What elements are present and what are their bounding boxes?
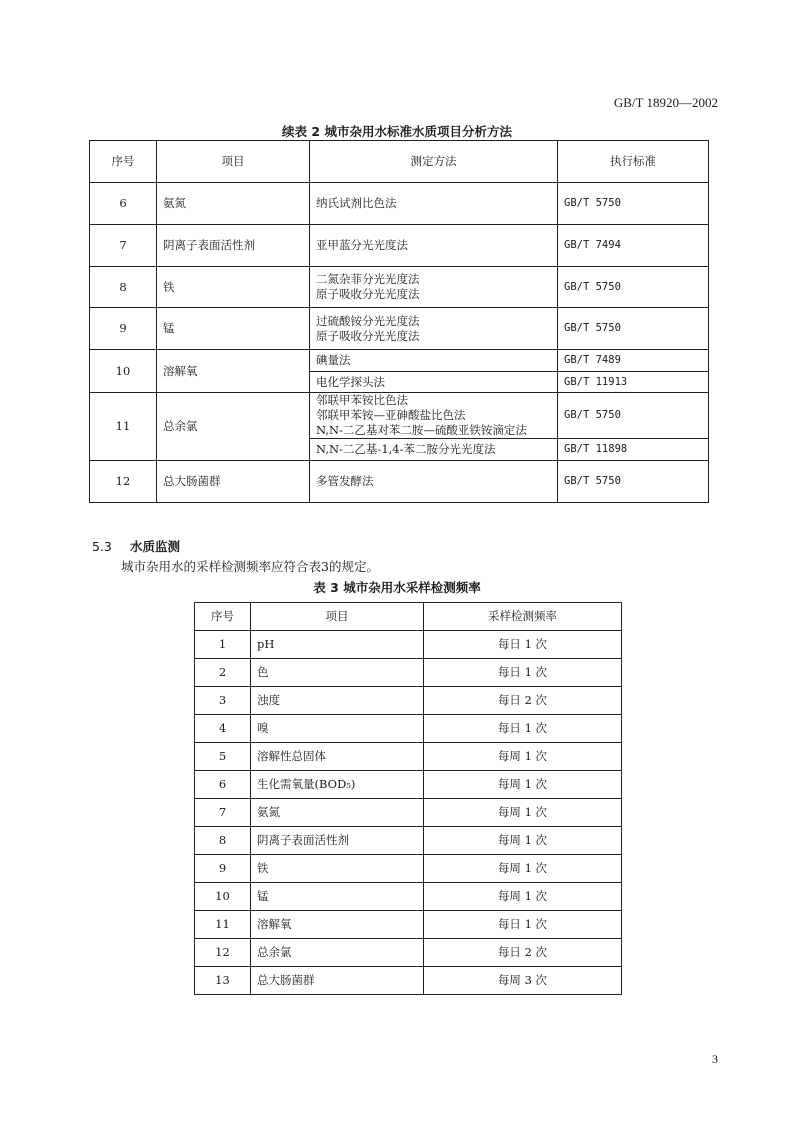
standard-cell: GB/T 11898 (558, 439, 709, 461)
column-header: 采样检测频率 (424, 603, 622, 631)
method-cell: 电化学探头法 (310, 372, 558, 393)
table2-caption: 续表 2 城市杂用水标准水质项目分析方法 (282, 124, 512, 139)
item-name: 阴离子表面活性剂 (157, 225, 310, 267)
table-row (195, 659, 622, 687)
section-paragraph: 城市杂用水的采样检测频率应符合表3的规定。 (121, 559, 379, 574)
method-cell (310, 267, 558, 308)
row-number: 2 (195, 659, 251, 687)
frequency-cell: 每周 1 次 (424, 799, 622, 827)
standard-cell: GB/T 7494 (558, 225, 709, 267)
row-number: 1 (195, 631, 251, 659)
page-number: 3 (712, 1052, 718, 1066)
row-number: 13 (195, 967, 251, 995)
table-row (90, 308, 709, 350)
standard-cell: GB/T 7489 (558, 350, 709, 372)
item-name: 锰 (157, 308, 310, 350)
column-header: 项目 (251, 603, 424, 631)
table-row (90, 225, 709, 267)
table-row (195, 687, 622, 715)
section-number: 5.3 (92, 539, 112, 554)
column-header: 执行标准 (558, 141, 709, 183)
item-name: 铁 (157, 267, 310, 308)
table-row (90, 183, 709, 225)
item-name: 溶解性总固体 (251, 743, 424, 771)
frequency-cell: 每日 1 次 (424, 715, 622, 743)
row-number: 6 (90, 183, 157, 225)
method-cell (310, 393, 558, 439)
standard-number: GB/T 18920—2002 (613, 95, 718, 110)
item-name: 氨氮 (157, 183, 310, 225)
row-number: 4 (195, 715, 251, 743)
table-row (195, 743, 622, 771)
method-line: 过硫酸铵分光光度法 (316, 313, 420, 328)
table-row (195, 799, 622, 827)
table-row (195, 771, 622, 799)
method-cell: N,N-二乙基-1,4-苯二胺分光光度法 (310, 439, 558, 461)
frequency-cell: 每周 1 次 (424, 855, 622, 883)
item-name: 色 (251, 659, 424, 687)
item-name: 嗅 (251, 715, 424, 743)
table-row (195, 883, 622, 911)
method-line: 原子吸收分光光度法 (316, 328, 420, 343)
item-name: 阴离子表面活性剂 (251, 827, 424, 855)
table-row (195, 631, 622, 659)
item-name: 总余氯 (157, 393, 310, 461)
frequency-cell: 每日 2 次 (424, 687, 622, 715)
table-row (195, 715, 622, 743)
frequency-cell: 每日 1 次 (424, 911, 622, 939)
item-name: 浊度 (251, 687, 424, 715)
method-cell: 碘量法 (310, 350, 558, 372)
row-number: 8 (90, 267, 157, 308)
row-number: 10 (90, 350, 157, 393)
table-header-row (195, 603, 622, 631)
frequency-cell: 每日 1 次 (424, 659, 622, 687)
column-header: 测定方法 (310, 141, 558, 183)
frequency-cell: 每周 1 次 (424, 827, 622, 855)
row-number: 7 (90, 225, 157, 267)
row-number: 12 (195, 939, 251, 967)
standard-cell: GB/T 5750 (558, 308, 709, 350)
method-line: 邻联甲苯铵—亚砷酸盐比色法 (316, 408, 466, 422)
standard-cell: GB/T 5750 (558, 393, 709, 439)
row-number: 10 (195, 883, 251, 911)
frequency-cell: 每日 1 次 (424, 631, 622, 659)
item-name: 总余氯 (251, 939, 424, 967)
standard-cell: GB/T 11913 (558, 372, 709, 393)
row-number: 9 (90, 308, 157, 350)
frequency-cell: 每周 1 次 (424, 771, 622, 799)
table-header-row (90, 141, 709, 183)
frequency-cell: 每周 1 次 (424, 883, 622, 911)
frequency-cell: 每周 1 次 (424, 743, 622, 771)
standard-cell: GB/T 5750 (558, 267, 709, 308)
sampling-frequency-table (194, 602, 622, 995)
table-row (195, 911, 622, 939)
row-number: 9 (195, 855, 251, 883)
table-row (90, 267, 709, 308)
row-number: 11 (90, 393, 157, 461)
analysis-methods-table (89, 140, 709, 503)
row-number: 8 (195, 827, 251, 855)
table-row (90, 461, 709, 503)
section-heading (92, 537, 180, 555)
row-number: 12 (90, 461, 157, 503)
frequency-cell: 每日 2 次 (424, 939, 622, 967)
method-line: 二氮杂菲分光光度法 (316, 272, 420, 286)
row-number: 6 (195, 771, 251, 799)
item-name: 铁 (251, 855, 424, 883)
item-name: 总大肠菌群 (157, 461, 310, 503)
table-row (195, 827, 622, 855)
method-line: N,N-二乙基对苯二胺—硫酸亚铁铵滴定法 (316, 423, 527, 437)
table3-caption: 表 3 城市杂用水采样检测频率 (313, 580, 481, 595)
item-name: 锰 (251, 883, 424, 911)
section-title: 水质监测 (130, 539, 181, 554)
row-number: 11 (195, 911, 251, 939)
item-name: pH (251, 631, 424, 659)
column-header: 序号 (195, 603, 251, 631)
method-line: 邻联甲苯铵比色法 (316, 393, 408, 407)
method-line: 原子吸收分光光度法 (316, 287, 420, 301)
item-name: 生化需氧量(BOD₅) (251, 771, 424, 799)
row-number: 3 (195, 687, 251, 715)
table-row (195, 967, 622, 995)
item-name: 氨氮 (251, 799, 424, 827)
method-cell: 亚甲蓝分光光度法 (310, 225, 558, 267)
frequency-cell: 每周 3 次 (424, 967, 622, 995)
row-number: 7 (195, 799, 251, 827)
table-row (195, 939, 622, 967)
item-name: 溶解氧 (157, 350, 310, 393)
column-header: 项目 (157, 141, 310, 183)
table-row (90, 393, 709, 439)
row-number: 5 (195, 743, 251, 771)
method-cell (310, 308, 558, 350)
table-row (90, 350, 709, 372)
standard-cell: GB/T 5750 (558, 461, 709, 503)
column-header: 序号 (90, 141, 157, 183)
item-name: 溶解氧 (251, 911, 424, 939)
item-name: 总大肠菌群 (251, 967, 424, 995)
method-cell: 纳氏试剂比色法 (310, 183, 558, 225)
method-cell: 多管发酵法 (310, 461, 558, 503)
standard-cell: GB/T 5750 (558, 183, 709, 225)
table-row (195, 855, 622, 883)
